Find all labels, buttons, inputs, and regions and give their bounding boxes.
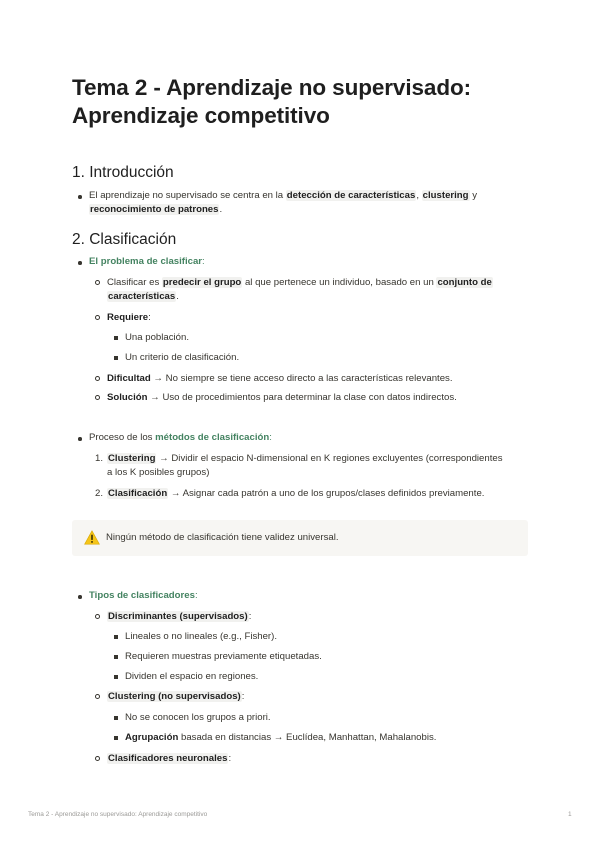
page-number: 1 — [568, 811, 572, 818]
tipos-label: Tipos de clasificadores: — [89, 590, 198, 601]
step-number: 1. — [95, 453, 104, 464]
section-heading-clasificacion: 2. Clasificación — [72, 231, 177, 248]
dificultad-line: Dificultad → No siempre se tiene acceso directo a las características relevantes. — [107, 373, 453, 384]
neuronales-label: Clasificadores neuronales: — [108, 753, 232, 764]
requiere-label: Requiere: — [107, 312, 151, 323]
problem-label: El problema de clasificar: — [89, 256, 205, 267]
clasificar-line1: Clasificar es predecir el grupo al que pertenece un individuo, basado en un conjunto de — [107, 277, 492, 288]
step-number: 2. — [95, 488, 104, 499]
step-clustering-line2: a los K posibles grupos) — [107, 467, 210, 478]
discriminantes-label: Discriminantes (supervisados): — [108, 611, 252, 622]
intro-paragraph-line1: El aprendizaje no supervisado se centra en la detección de características, clustering y — [89, 190, 477, 201]
clustering-label: Clustering (no supervisados): — [108, 691, 245, 702]
callout-text: Ningún método de clasificación tiene validez universal. — [106, 532, 339, 543]
step-clustering-line1: Clustering → Dividir el espacio N-dimensional en K regiones excluyentes (correspondientes — [108, 453, 503, 464]
discriminantes-item: Lineales o no lineales (e.g., Fisher). — [125, 631, 277, 642]
clustering-item: Agrupación basada en distancias → Euclídea, Manhattan, Mahalanobis. — [125, 732, 437, 743]
section-heading-introduccion: 1. Introducción — [72, 164, 174, 181]
discriminantes-item: Requieren muestras previamente etiquetadas. — [125, 651, 322, 662]
clasificar-line2: características. — [108, 291, 179, 302]
page-title: Tema 2 - Aprendizaje no supervisado: Aprendizaje competitivo — [72, 75, 471, 128]
solucion-line: Solución → Uso de procedimientos para determinar la clase con datos indirectos. — [107, 392, 457, 403]
intro-paragraph-line2: reconocimiento de patrones. — [90, 204, 223, 215]
page-footer: Tema 2 - Aprendizaje no supervisado: Aprendizaje competitivo — [28, 811, 208, 818]
warning-icon — [84, 530, 100, 545]
proceso-label: Proceso de los métodos de clasificación: — [89, 432, 272, 443]
requiere-item: Un criterio de clasificación. — [125, 352, 240, 363]
clustering-item: No se conocen los grupos a priori. — [125, 712, 271, 723]
requiere-item: Una población. — [125, 332, 190, 343]
discriminantes-item: Dividen el espacio en regiones. — [125, 671, 259, 682]
callout-box — [72, 520, 528, 556]
step-clasificacion-line: Clasificación → Asignar cada patrón a uno de los grupos/clases definidos previamente. — [108, 488, 485, 499]
document-page — [72, 74, 528, 764]
